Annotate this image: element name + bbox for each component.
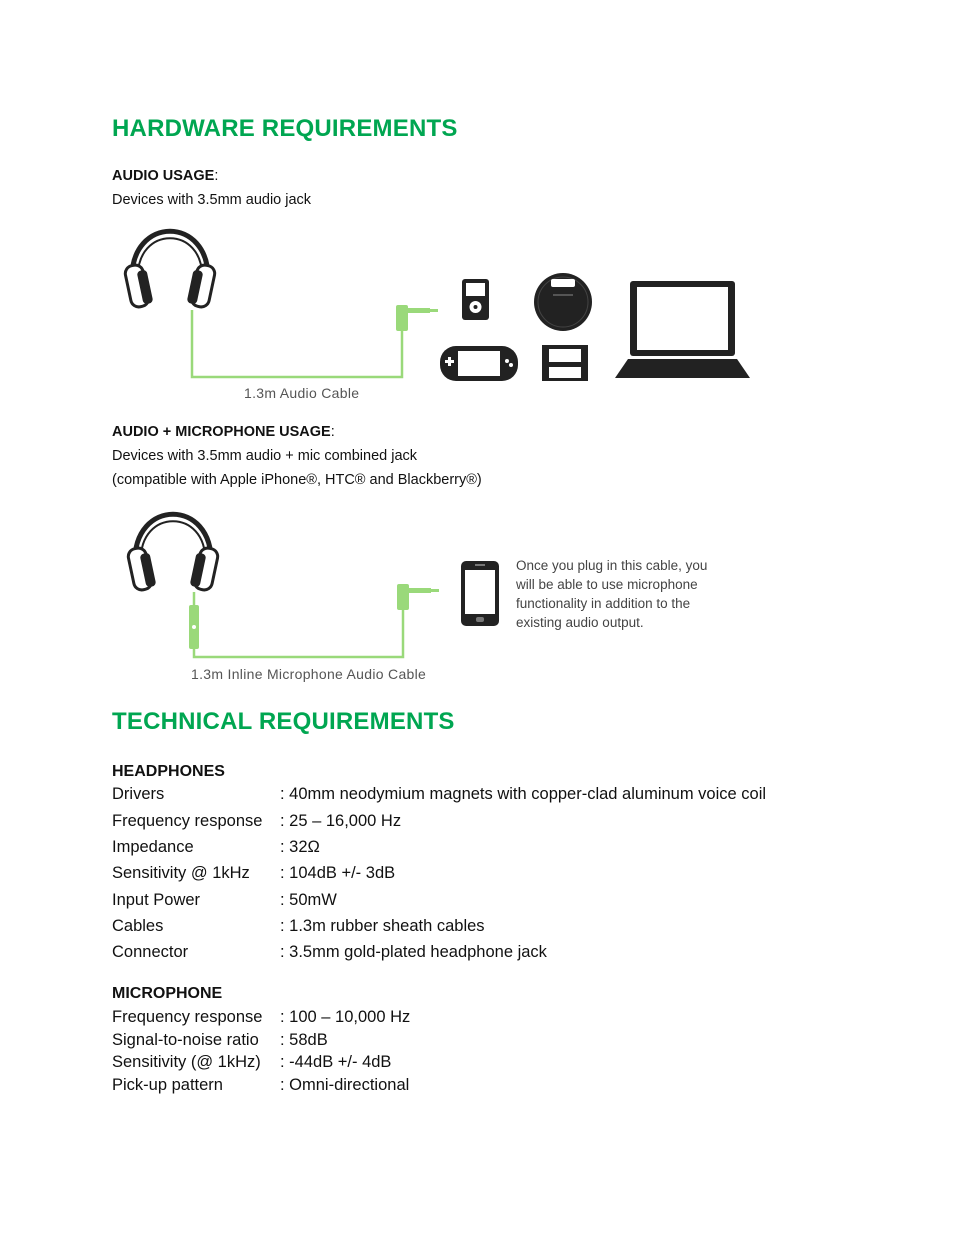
hardware-title: HARDWARE REQUIREMENTS	[112, 115, 458, 142]
spec-label: Pick-up pattern	[112, 1076, 223, 1094]
spec-value: : 58dB	[280, 1031, 328, 1049]
note-line-3: functionality in addition to the	[516, 596, 691, 611]
spec-label: Drivers	[112, 785, 165, 803]
mic-usage-note	[516, 556, 707, 632]
spec-label: Sensitivity @ 1kHz	[112, 864, 250, 882]
mic-usage-desc-2: (compatible with Apple iPhone®, HTC® and Blackberry®)	[112, 472, 482, 488]
spec-value: : 104dB +/- 3dB	[280, 864, 396, 882]
inline-mic-icon	[189, 605, 199, 649]
spec-label: Cables	[112, 917, 164, 935]
smartphone-icon	[461, 561, 499, 626]
audio-jack-icon	[397, 584, 439, 610]
note-line-1: Once you plug in this cable, you	[516, 558, 708, 573]
spec-value: : 40mm neodymium magnets with copper-clad aluminum voice coil	[280, 785, 767, 803]
microphone-heading: MICROPHONE	[112, 985, 223, 1002]
mic-usage-colon: :	[330, 424, 335, 440]
mic-cable	[194, 592, 403, 657]
audio-cable-caption: 1.3m Audio Cable	[244, 385, 360, 401]
spec-value: : 25 – 16,000 Hz	[280, 812, 402, 830]
audio-usage-label: AUDIO USAGE	[112, 168, 215, 184]
spec-label: Connector	[112, 943, 189, 961]
mic-cable-caption: 1.3m Inline Microphone Audio Cable	[191, 666, 427, 682]
spec-label: Input Power	[112, 891, 201, 909]
spec-value: : -44dB +/- 4dB	[280, 1053, 392, 1071]
spec-value: : 100 – 10,000 Hz	[280, 1008, 411, 1026]
spec-label: Signal-to-noise ratio	[112, 1031, 259, 1049]
technical-title: TECHNICAL REQUIREMENTS	[112, 708, 455, 735]
spec-value: : 32Ω	[280, 838, 320, 856]
spec-value: : 1.3m rubber sheath cables	[280, 917, 485, 935]
headphones-heading: HEADPHONES	[112, 763, 225, 780]
note-line-2: will be able to use microphone	[516, 577, 698, 592]
headphones-icon	[127, 514, 219, 591]
audio-usage-desc: Devices with 3.5mm audio jack	[112, 192, 312, 208]
spec-label: Sensitivity (@ 1kHz)	[112, 1053, 261, 1071]
audio-usage-colon: :	[214, 168, 219, 184]
spec-label: Frequency response	[112, 812, 263, 830]
spec-value: : Omni-directional	[280, 1076, 410, 1094]
spec-label: Impedance	[112, 838, 194, 856]
mic-usage-desc-1: Devices with 3.5mm audio + mic combined jack	[112, 448, 418, 464]
spec-label: Frequency response	[112, 1008, 263, 1026]
spec-value: : 50mW	[280, 891, 337, 909]
note-line-4: existing audio output.	[516, 615, 644, 630]
spec-value: : 3.5mm gold-plated headphone jack	[280, 943, 547, 961]
mic-usage-label: AUDIO + MICROPHONE USAGE	[112, 424, 331, 440]
